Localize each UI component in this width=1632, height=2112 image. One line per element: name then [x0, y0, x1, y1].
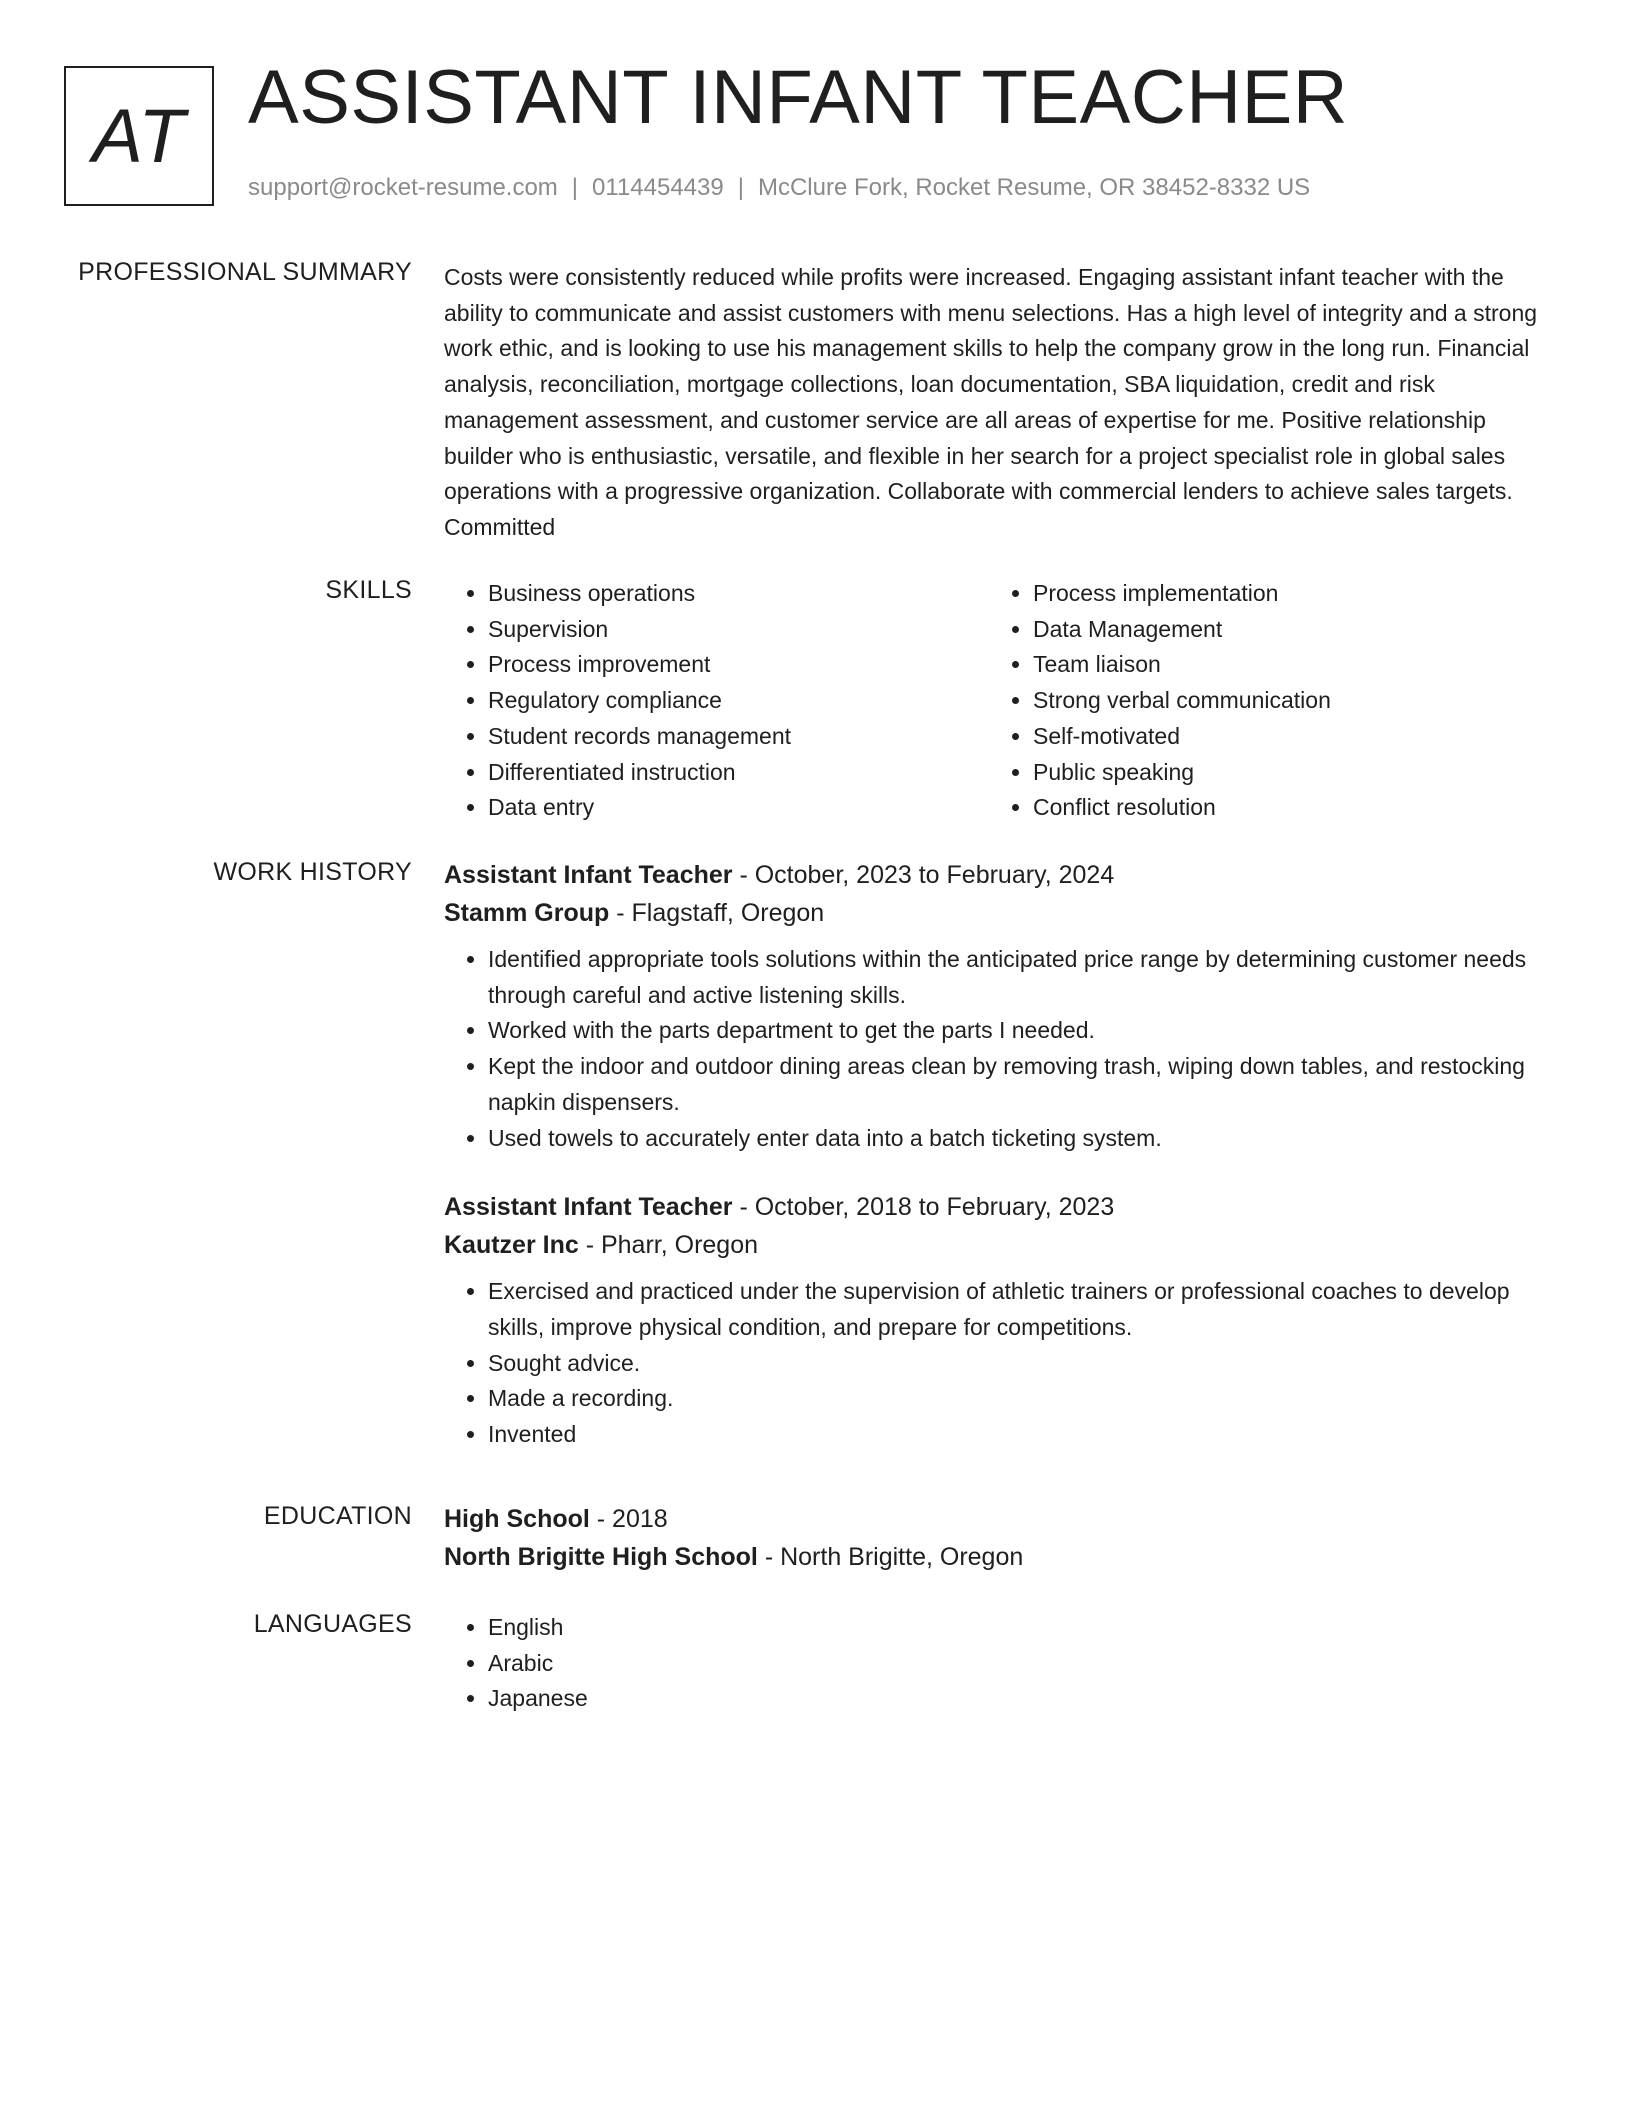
skill-item: • Self-motivated [1033, 719, 1534, 755]
job-bullet: • Invented [488, 1417, 1554, 1453]
job-dates: - October, 2018 to February, 2023 [732, 1193, 1115, 1222]
education-degree: High School [444, 1505, 590, 1533]
education-body [444, 1500, 1554, 1576]
contact-email: support@rocket-resume.com [248, 174, 558, 201]
languages-heading: LANGUAGES [253, 1610, 412, 1638]
education-school: North Brigitte High School [444, 1543, 758, 1571]
skill-item: • Regulatory compliance [488, 683, 989, 719]
skills-columns [444, 576, 1554, 826]
job-bullet: • Kept the indoor and outdoor dining areas clean by removing trash, wiping down tables, and restocking napkin dispensers. [488, 1049, 1554, 1120]
job-dates: - October, 2023 to February, 2024 [732, 861, 1115, 889]
summary-text: Costs were consistently reduced while profits were increased. Engaging assistant infant teacher with the ability to communicate and assist customers with menu selections. Has a high level of integrity and a strong work ethic, and is looking to use his management skills to help the company grow in the long run. Financial analysis, reconciliation, mortgage collections, loan documentation, SBA liquidation, credit and risk management assessment, and customer service are all areas of expertise for me. Positive relationship builder who is enthusiastic, versatile, and flexible in her search for a project specialist role in global sales operations with a progressive organization. Collaborate with commercial lenders to achieve sales targets. Committed [444, 264, 1538, 540]
job-company: Stamm Group [444, 899, 610, 927]
work-heading: WORK HISTORY [213, 858, 412, 886]
job-company: Kautzer Inc [444, 1231, 579, 1260]
contact-address: McClure Fork, Rocket Resume, OR 38452-8332 US [757, 174, 1311, 201]
contact-separator: | [737, 174, 744, 201]
language-item: • English [488, 1610, 1554, 1646]
skills-heading: SKILLS [325, 576, 412, 604]
languages-list [444, 1610, 1554, 1717]
skill-item: • Process improvement [488, 647, 989, 683]
education-school-line [444, 1538, 1554, 1576]
job-bullet: • Exercised and practiced under the supervision of athletic trainers or professional coaches to develop skills, improve physical condition, and prepare for competitions. [488, 1274, 1554, 1345]
language-item: • Japanese [488, 1681, 1554, 1717]
job-company-line [444, 894, 1554, 932]
skills-body [444, 576, 1554, 826]
monogram-box [64, 66, 214, 206]
education-degree-line [444, 1500, 1554, 1538]
skill-item: • Process implementation [1033, 576, 1534, 612]
skills-list-right [989, 576, 1534, 826]
job-bullet: • Identified appropriate tools solutions within the anticipated price range by determining customer needs through careful and active listening skills. [488, 942, 1554, 1013]
job-title-line [444, 856, 1554, 894]
work-body [444, 856, 1554, 1453]
job-bullets [444, 1274, 1554, 1453]
job-bullets [444, 942, 1554, 1156]
job-location: - Flagstaff, Oregon [609, 899, 825, 927]
job-bullet: • Sought advice. [488, 1346, 1554, 1382]
skill-item: • Differentiated instruction [488, 755, 989, 791]
monogram-initials: AT [92, 93, 186, 179]
summary-heading: PROFESSIONAL SUMMARY [78, 258, 412, 286]
skills-list-left [444, 576, 989, 826]
contact-line [248, 174, 1310, 202]
language-item: • Arabic [488, 1646, 1554, 1682]
job-title: Assistant Infant Teacher [444, 861, 733, 889]
education-heading: EDUCATION [263, 1502, 412, 1530]
resume-title: ASSISTANT INFANT TEACHER [248, 55, 1349, 140]
education-location: - North Brigitte, Oregon [757, 1543, 1024, 1571]
skill-item: • Conflict resolution [1033, 790, 1534, 826]
education-year: - 2018 [589, 1505, 668, 1533]
job-company-line [444, 1226, 1554, 1264]
job-bullet: • Used towels to accurately enter data into a batch ticketing system. [488, 1121, 1554, 1157]
skill-item: • Data entry [488, 790, 989, 826]
skill-item: • Public speaking [1033, 755, 1534, 791]
contact-phone: 0114454439 [592, 174, 724, 201]
languages-body [444, 1610, 1554, 1717]
skill-item: • Supervision [488, 612, 989, 648]
skill-item: • Business operations [488, 576, 989, 612]
skill-item: • Student records management [488, 719, 989, 755]
job-bullet: • Made a recording. [488, 1381, 1554, 1417]
job-title: Assistant Infant Teacher [444, 1193, 733, 1222]
job-entry [444, 856, 1554, 1156]
job-bullet: • Worked with the parts department to get the parts I needed. [488, 1013, 1554, 1049]
summary-body [444, 260, 1554, 546]
job-title-line [444, 1188, 1554, 1226]
job-location: - Pharr, Oregon [578, 1231, 759, 1260]
job-entry [444, 1188, 1554, 1453]
contact-separator: | [571, 174, 579, 201]
skill-item: • Strong verbal communication [1033, 683, 1534, 719]
skill-item: • Team liaison [1033, 647, 1534, 683]
skill-item: • Data Management [1033, 612, 1534, 648]
